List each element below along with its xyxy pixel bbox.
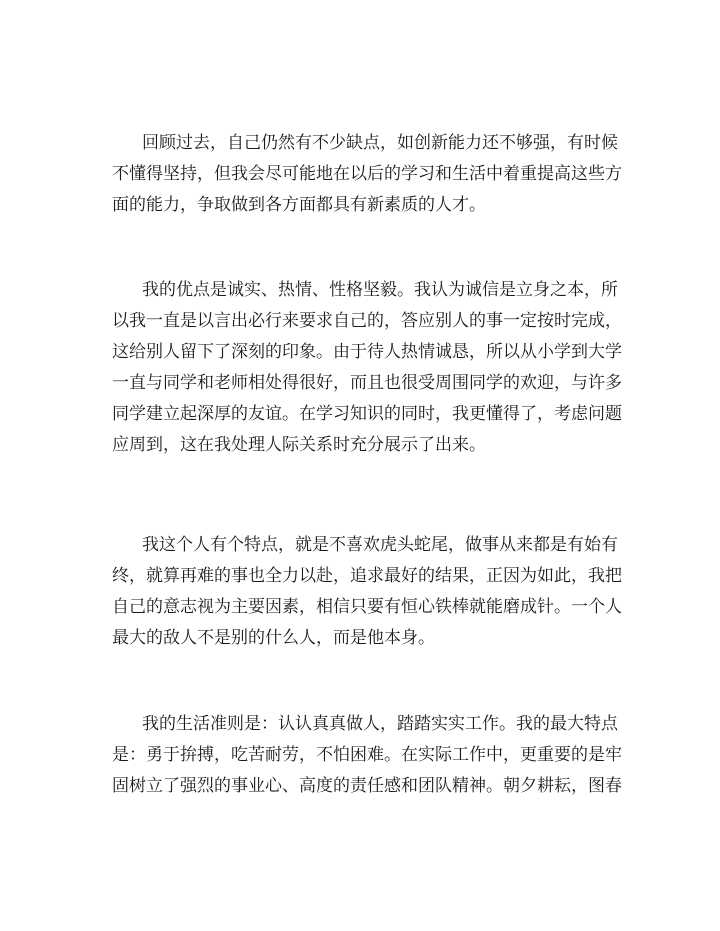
paragraph-line: 自己的意志视为主要因素，相信只要有恒心铁棒就能磨成针。一个人 bbox=[112, 597, 622, 617]
paragraph-line: 一直与同学和老师相处得很好，而且也很受周围同学的欢迎，与许多 bbox=[112, 373, 622, 393]
paragraph-life-principles bbox=[112, 709, 622, 802]
paragraph-line: 以我一直是以言出必行来要求自己的，答应别人的事一定按时完成， bbox=[112, 311, 622, 331]
paragraph-line: 应周到，这在我处理人际关系时充分展示了出来。 bbox=[112, 435, 486, 455]
paragraph-line: 固树立了强烈的事业心、高度的责任感和团队精神。朝夕耕耘，图春 bbox=[112, 776, 622, 796]
paragraph-line: 这给别人留下了深刻的印象。由于待人热情诚恳，所以从小学到大学 bbox=[112, 342, 622, 362]
paragraph-line: 我这个人有个特点，就是不喜欢虎头蛇尾，做事从来都是有始有 bbox=[142, 535, 618, 555]
paragraph-line: 我的优点是诚实、热情、性格坚毅。我认为诚信是立身之本，所 bbox=[142, 280, 618, 300]
paragraph-shortcomings bbox=[112, 128, 622, 221]
paragraph-line: 是：勇于拚搏，吃苦耐劳，不怕困难。在实际工作中，更重要的是牢 bbox=[112, 745, 622, 765]
paragraph-line: 我的生活准则是：认认真真做人，踏踏实实工作。我的最大特点 bbox=[142, 714, 618, 734]
paragraph-line: 不懂得坚持，但我会尽可能地在以后的学习和生活中着重提高这些方 bbox=[112, 164, 622, 184]
paragraph-line: 最大的敌人不是别的什么人，而是他本身。 bbox=[112, 628, 435, 648]
paragraph-line: 同学建立起深厚的友谊。在学习知识的同时，我更懂得了，考虑问题 bbox=[112, 404, 622, 424]
paragraph-strengths bbox=[112, 275, 622, 461]
paragraph-line: 面的能力，争取做到各方面都具有新素质的人才。 bbox=[112, 195, 486, 215]
paragraph-perseverance bbox=[112, 530, 622, 654]
paragraph-line: 终，就算再难的事也全力以赴，追求最好的结果，正因为如此，我把 bbox=[112, 566, 622, 586]
paragraph-line: 回顾过去，自己仍然有不少缺点，如创新能力还不够强，有时候 bbox=[142, 133, 618, 153]
